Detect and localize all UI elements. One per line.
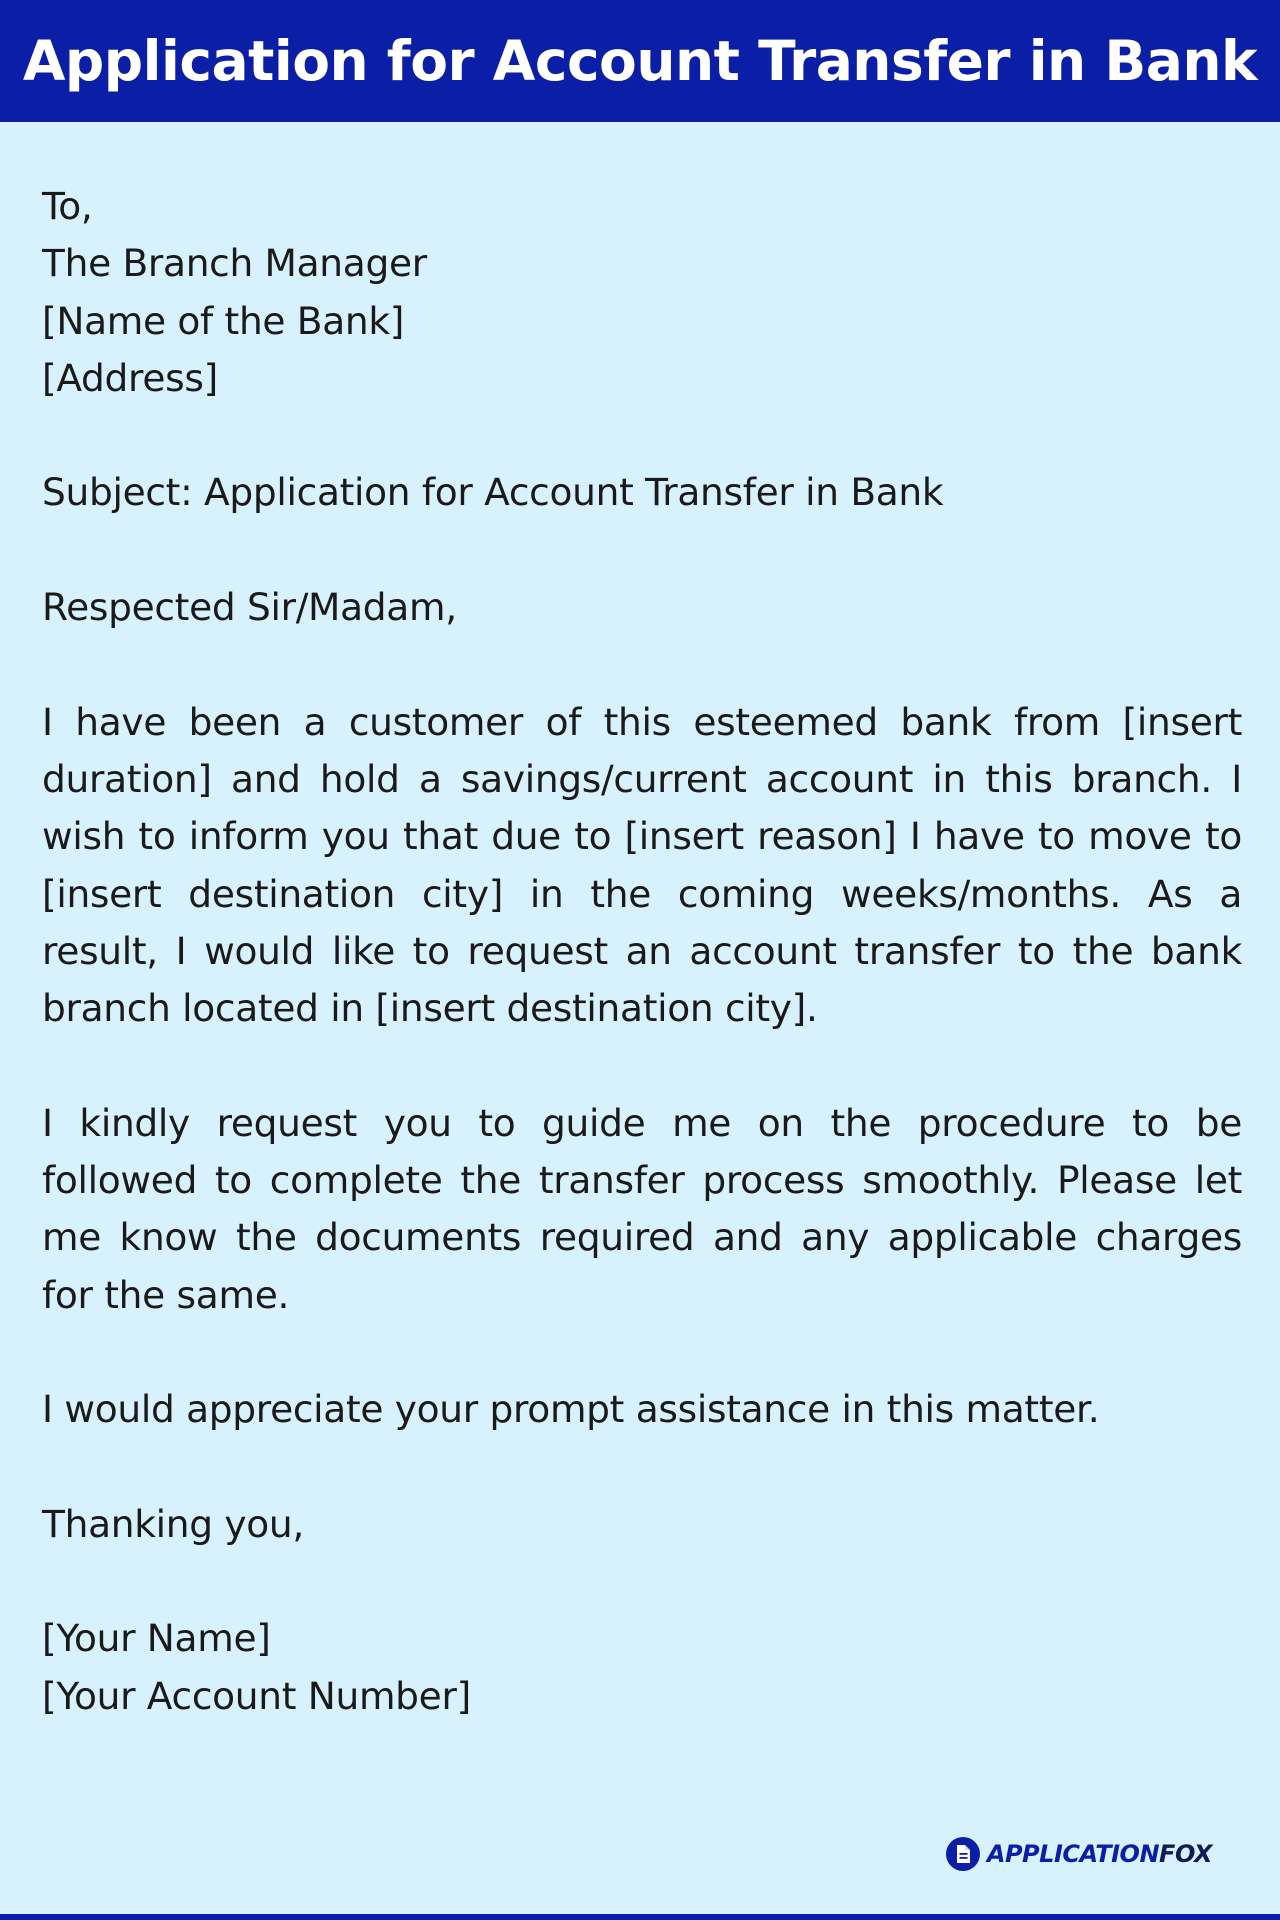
paragraph-2	[42, 1095, 1242, 1324]
paragraph-2-line: I kindly request you to guide me on the procedure to be	[42, 1100, 1242, 1145]
letter-salutation: Respected Sir/Madam,	[42, 585, 457, 630]
paragraph-1-line: I have been a customer of this esteemed bank from [insert	[42, 699, 1242, 744]
address-line-address: [Address]	[42, 355, 218, 400]
logo-text	[987, 1840, 1212, 1868]
logo-text-application: APPLICATION	[986, 1840, 1160, 1868]
logo-text-fox: FOX	[1159, 1840, 1212, 1868]
address-line-to: To,	[42, 184, 93, 228]
letter-subject: Subject: Application for Account Transfer in Bank	[42, 470, 944, 515]
paragraph-2-line: followed to complete the transfer process smoothly. Please	[42, 1158, 1177, 1203]
address-line-recipient: The Branch Manager	[42, 241, 427, 286]
paragraph-1-line: I wish to inform you that due to [insert reason] I have to	[42, 756, 1242, 859]
paragraph-1-line: move to [insert destination city] in the coming	[42, 814, 1242, 916]
paragraph-2-line: let me know the documents required and any applicable	[42, 1158, 1243, 1260]
document-icon	[945, 1836, 981, 1872]
paragraph-3: I would appreciate your prompt assistance in this matter.	[42, 1387, 1100, 1432]
applicationfox-logo	[945, 1836, 1212, 1872]
bottom-bar	[0, 1914, 1280, 1920]
signature-account-number: [Your Account Number]	[42, 1673, 471, 1718]
paragraph-1-line: duration] and hold a savings/current account in this branch.	[42, 756, 1212, 801]
page-title: Application for Account Transfer in Bank	[22, 29, 1258, 93]
paragraph-1-line: weeks/months. As a result, I would like to request an	[42, 871, 1242, 973]
signature-name: [Your Name]	[42, 1616, 271, 1661]
paragraph-1	[42, 694, 1242, 1038]
letter-body	[42, 178, 1242, 1725]
page-header	[0, 0, 1280, 122]
address-line-bank: [Name of the Bank]	[42, 298, 405, 343]
letter-closing: Thanking you,	[42, 1501, 304, 1546]
paragraph-2-line: charges for the same.	[42, 1215, 1242, 1317]
paragraph-1-line: destination city].	[506, 986, 818, 1031]
paragraph-1-line: account transfer to the bank branch located in [insert	[42, 928, 1242, 1031]
